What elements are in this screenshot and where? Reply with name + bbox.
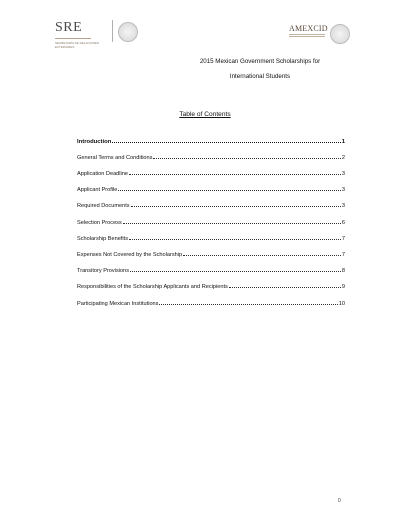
- toc-leader-dots: [129, 238, 341, 240]
- toc-entry-label: Transitory Provisions: [77, 268, 130, 274]
- toc-leader-dots: [129, 173, 341, 175]
- toc-heading: Table of Contents: [179, 111, 231, 118]
- toc-entry-page: 2: [341, 155, 345, 161]
- coat-of-arms-seal-icon: [330, 24, 350, 44]
- toc-entry-selection-process[interactable]: [77, 220, 345, 229]
- toc-leader-dots: [112, 141, 340, 143]
- toc-entry-label: General Terms and Conditions: [77, 155, 153, 161]
- toc-entry-label: Introduction: [77, 139, 112, 145]
- toc-entry-page: 8: [341, 268, 345, 274]
- toc-entry-page: 1: [341, 139, 345, 145]
- toc-entry-label: Required Documents: [77, 203, 130, 209]
- toc-leader-dots: [153, 157, 340, 159]
- toc-entry-label: Expenses Not Covered by the Scholarship: [77, 252, 183, 258]
- page-number: 0: [338, 498, 341, 504]
- coat-of-arms-seal-icon: [118, 22, 138, 42]
- toc-entry-page: 7: [341, 236, 345, 242]
- toc-entry-introduction[interactable]: [77, 139, 345, 148]
- toc-entry-responsibilities[interactable]: [77, 284, 345, 293]
- toc-leader-dots: [123, 222, 341, 224]
- toc-entry-applicant-profile[interactable]: [77, 187, 345, 196]
- toc-entry-participating-institutions[interactable]: [77, 301, 345, 310]
- toc-entry-transitory-provisions[interactable]: [77, 268, 345, 277]
- toc-leader-dots: [118, 189, 340, 191]
- document-title-line1: 2015 Mexican Government Scholarships for: [199, 58, 321, 65]
- toc-leader-dots: [183, 254, 341, 256]
- toc-entry-page: 6: [341, 220, 345, 226]
- sre-logo-text: SRE: [55, 20, 83, 35]
- toc-entry-expenses-not-covered[interactable]: [77, 252, 345, 261]
- toc-entry-scholarship-benefits[interactable]: [77, 236, 345, 245]
- document-title-line2: International Students: [229, 73, 291, 80]
- toc-entry-label: Responsibilities of the Scholarship Applicants and Recipients: [77, 284, 228, 290]
- toc-entry-page: 10: [338, 301, 345, 307]
- amexcid-logo-lines: [289, 34, 325, 39]
- toc-entry-label: Participating Mexican Institutions: [77, 301, 159, 307]
- toc-entry-page: 3: [341, 203, 345, 209]
- toc-leader-dots: [159, 303, 337, 305]
- toc-leader-dots: [130, 270, 341, 272]
- toc-entry-general-terms[interactable]: [77, 155, 345, 164]
- toc-leader-dots: [229, 286, 341, 288]
- sre-logo-subtitle: SECRETARÍA DE RELACIONES EXTERIORES: [55, 41, 99, 49]
- toc-entry-label: Selection Process: [77, 220, 122, 226]
- toc-entry-required-documents[interactable]: [77, 203, 345, 212]
- toc-entry-page: 9: [341, 284, 345, 290]
- toc-leader-dots: [131, 205, 341, 207]
- amexcid-logo-text: AMEXCID: [289, 24, 328, 33]
- toc-entry-label: Application Deadline: [77, 171, 128, 177]
- toc-entry-page: 3: [341, 187, 345, 193]
- logo-separator: [112, 20, 113, 42]
- toc-entry-page: 3: [341, 171, 345, 177]
- sre-logo-rule: [55, 38, 91, 39]
- toc-entry-label: Scholarship Benefits: [77, 236, 128, 242]
- toc-entry-application-deadline[interactable]: [77, 171, 345, 180]
- toc-entry-page: 7: [341, 252, 345, 258]
- toc-entry-label: Applicant Profile: [77, 187, 118, 193]
